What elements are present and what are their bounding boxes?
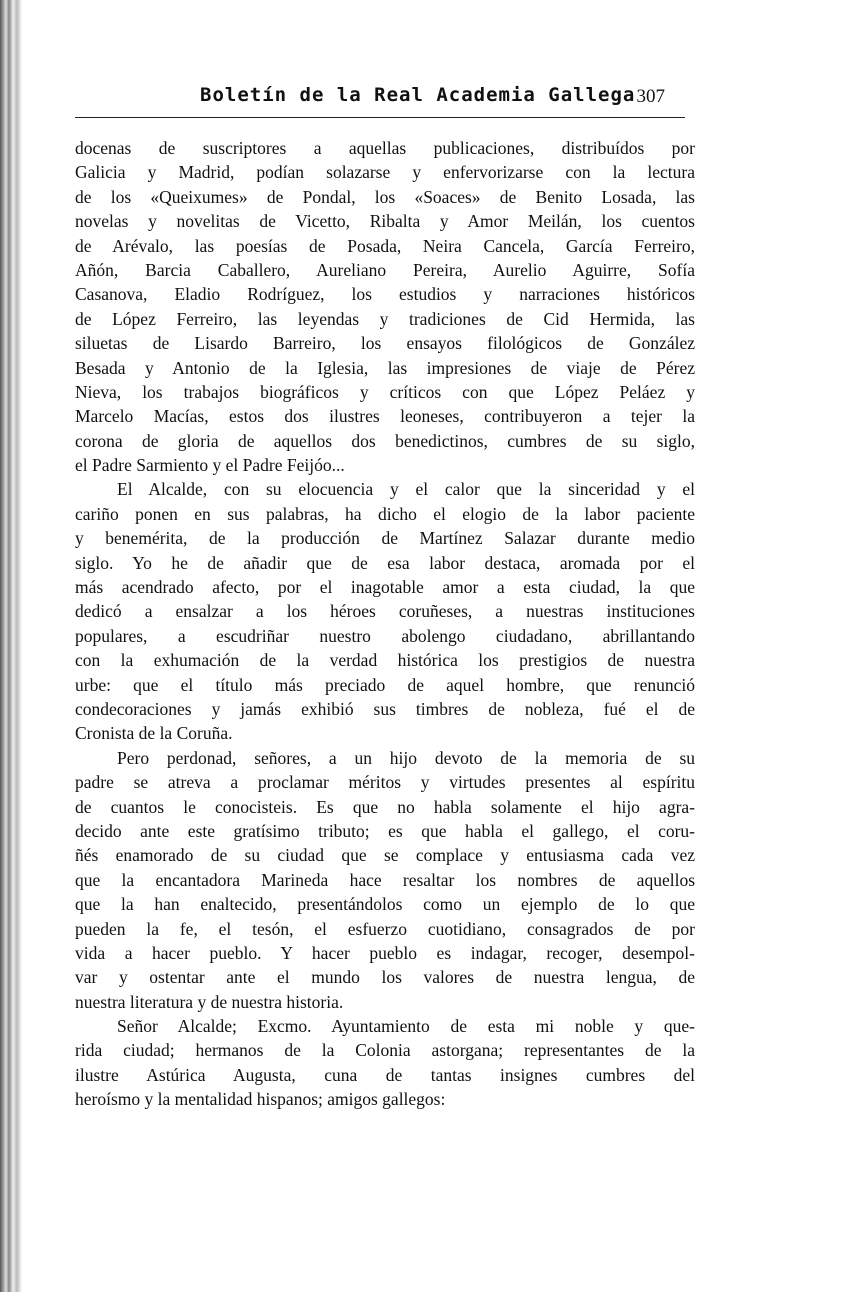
text-line: que la han enaltecido, presentándolos como un ejemplo de lo que [75,894,695,915]
text-line: padre se atreva a proclamar méritos y virtudes presentes al espíritu [75,772,695,793]
journal-title: Boletín de la Real Academia Gallega [200,84,636,106]
text-line: populares, a escudriñar nuestro abolengo ciudadano, abrillantando [75,625,695,646]
text-line: siluetas de Lisardo Barreiro, los ensayos filológicos de González [75,333,695,354]
text-line: nuestra literatura y de nuestra historia. [75,991,344,1012]
text-line: heroísmo y la mentalidad hispanos; amigos gallegos: [75,1089,446,1110]
text-line: cariño ponen en sus palabras, ha dicho el elogio de la labor paciente [75,503,695,524]
paragraph [75,136,695,477]
text-line: ñés enamorado de su ciudad que se complace y entusiasma cada vez [75,845,695,866]
text-line: Galicia y Madrid, podían solazarse y enfervorizarse con la lectura [75,162,695,183]
book-binding-edge [0,0,22,1292]
page-number: 307 [636,86,665,107]
text-line: urbe: que el título más preciado de aquel hombre, que renunció [75,674,695,695]
text-line: Pero perdonad, señores, a un hijo devoto de la memoria de su [117,747,695,768]
text-line: corona de gloria de aquellos dos benedictinos, cumbres de su siglo, [75,430,695,451]
text-line: novelas y novelitas de Vicetto, Ribalta y Amor Meilán, los cuentos [75,211,695,232]
header-rule [75,117,685,118]
text-line: de cuantos le conocisteis. Es que no habla solamente el hijo agra- [75,796,695,817]
text-line: Nieva, los trabajos biográficos y críticos con que López Peláez y [75,381,695,402]
text-line: El Alcalde, con su elocuencia y el calor que la sinceridad y el [117,479,695,500]
body-text [75,136,695,1112]
text-line: var y ostentar ante el mundo los valores de nuestra lengua, de [75,967,695,988]
text-line: y benemérita, de la producción de Martínez Salazar durante medio [75,528,695,549]
text-line: pueden la fe, el tesón, el esfuerzo cuotidiano, consagrados de por [75,918,695,939]
text-line: dedicó a ensalzar a los héroes coruñeses, a nuestras instituciones [75,601,695,622]
text-line: con la exhumación de la verdad histórica los prestigios de nuestra [75,650,695,671]
text-line: Cronista de la Coruña. [75,723,233,744]
text-line: de los «Queixumes» de Pondal, los «Soaces» de Benito Losada, las [75,186,695,207]
text-line: que la encantadora Marineda hace resaltar los nombres de aquellos [75,869,695,890]
text-line: Marcelo Macías, estos dos ilustres leoneses, contribuyeron a tejer la [75,406,695,427]
text-line: de Arévalo, las poesías de Posada, Neira Cancela, García Ferreiro, [75,235,695,256]
running-header [75,84,685,114]
text-line: siglo. Yo he de añadir que de esa labor destaca, aromada por el [75,552,695,573]
paragraph [75,477,695,745]
text-line: ilustre Astúrica Augusta, cuna de tantas insignes cumbres del [75,1064,695,1085]
text-line: condecoraciones y jamás exhibió sus timbres de nobleza, fué el de [75,698,695,719]
text-line: el Padre Sarmiento y el Padre Feijóo... [75,455,345,476]
text-line: Señor Alcalde; Excmo. Ayuntamiento de esta mi noble y que- [117,1016,695,1037]
paragraph [75,1014,695,1112]
paragraph [75,746,695,1014]
text-line: más acendrado afecto, por el inagotable amor a esta ciudad, la que [75,577,695,598]
text-line: Casanova, Eladio Rodríguez, los estudios y narraciones históricos [75,284,695,305]
text-line: vida a hacer pueblo. Y hacer pueblo es indagar, recoger, desempol- [75,942,695,963]
text-line: de López Ferreiro, las leyendas y tradiciones de Cid Hermida, las [75,308,695,329]
text-line: docenas de suscriptores a aquellas publicaciones, distribuídos por [75,138,695,158]
text-line: Besada y Antonio de la Iglesia, las impresiones de viaje de Pérez [75,357,695,378]
text-line: Añón, Barcia Caballero, Aureliano Pereira, Aurelio Aguirre, Sofía [75,259,695,280]
text-line: rida ciudad; hermanos de la Colonia astorgana; representantes de la [75,1040,695,1061]
text-line: decido ante este gratísimo tributo; es que habla el gallego, el coru- [75,820,695,841]
